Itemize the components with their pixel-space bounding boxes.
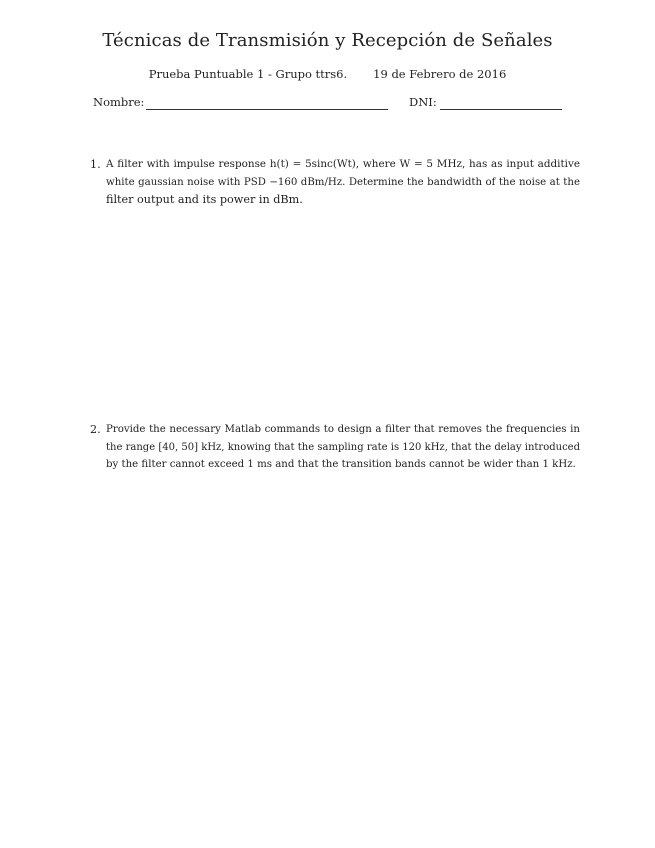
question-line: the range [40, 50] kHz, knowing that the sampling rate is 120 kHz, that the delay introduced <box>106 441 580 453</box>
exam-subtitle <box>0 67 655 81</box>
question-number: 1. <box>90 158 101 171</box>
question-1 <box>90 156 580 209</box>
exam-date: 19 de Febrero de 2016 <box>373 67 507 81</box>
question-line: by the filter cannot exceed 1 ms and that the transition bands cannot be wider than 1 kHz. <box>106 459 576 470</box>
question-text <box>106 421 580 474</box>
question-text <box>106 156 580 209</box>
question-line: filter output and its power in dBm. <box>106 193 303 206</box>
exam-name: Prueba Puntuable 1 - Grupo ttrs6. <box>148 67 348 81</box>
question-number: 2. <box>90 423 101 436</box>
question-line: A filter with impulse response h(t) = 5sinc(Wt), where W = 5 MHz, has as input additive <box>106 158 580 170</box>
dni-field[interactable] <box>440 109 562 110</box>
question-line: white gaussian noise with PSD −160 dBm/Hz. Determine the bandwidth of the noise at the <box>106 176 580 188</box>
question-line: Provide the necessary Matlab commands to design a filter that removes the frequencies in <box>106 424 580 435</box>
name-label: Nombre: <box>93 95 145 109</box>
page-title: Técnicas de Transmisión y Recepción de Señales <box>102 30 553 51</box>
name-field[interactable] <box>146 109 388 110</box>
question-2 <box>90 421 580 474</box>
dni-label: DNI: <box>409 95 437 109</box>
student-fields <box>93 95 568 111</box>
